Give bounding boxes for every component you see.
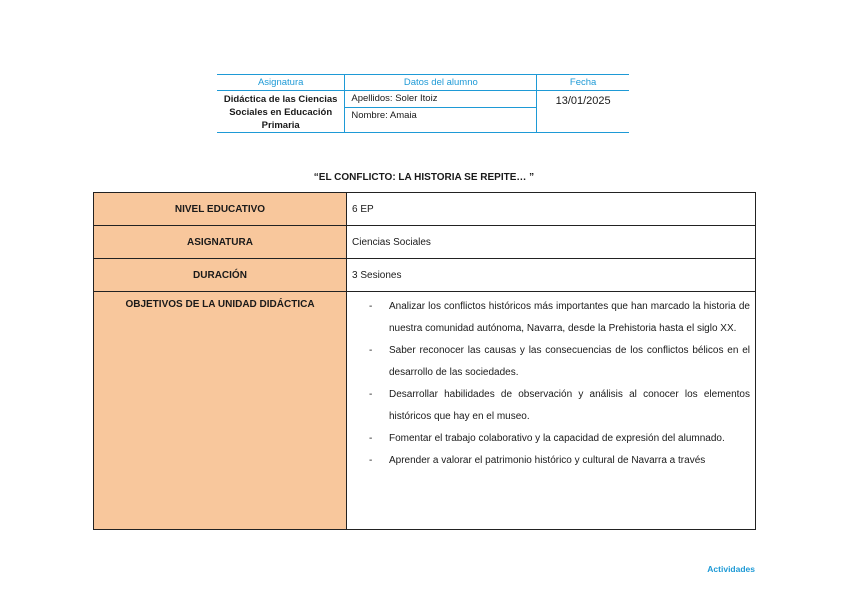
list-item: - Fomentar el trabajo colaborativo y la capacidad de expresión del alumnado. bbox=[367, 428, 750, 450]
student-data-cell bbox=[345, 91, 537, 133]
table-row bbox=[94, 193, 756, 226]
subject-header: Asignatura bbox=[217, 75, 345, 91]
row-value-level: 6 EP bbox=[347, 193, 756, 226]
list-item: - Analizar los conflictos históricos más importantes que han marcado la historia de nuestra comunidad autónoma, Navarra, desde la Prehistoria hasta el siglo XX. bbox=[367, 296, 750, 340]
row-label-level: NIVEL EDUCATIVO bbox=[94, 193, 347, 226]
table-row bbox=[94, 226, 756, 259]
list-item: - Saber reconocer las causas y las consecuencias de los conflictos bélicos en el desarrollo de las sociedades. bbox=[367, 340, 750, 384]
surname-field: Apellidos: Soler Itoiz bbox=[345, 91, 536, 108]
table-row bbox=[94, 292, 756, 530]
row-label-duration: DURACIÓN bbox=[94, 259, 347, 292]
list-item: - Aprender a valorar el patrimonio histórico y cultural de Navarra a través bbox=[367, 450, 750, 472]
name-field: Nombre: Amaia bbox=[351, 110, 417, 121]
date-value: 13/01/2025 bbox=[537, 91, 629, 133]
objectives-list bbox=[367, 296, 750, 472]
unit-table bbox=[93, 192, 756, 530]
row-value-subject: Ciencias Sociales bbox=[347, 226, 756, 259]
header-table bbox=[217, 74, 629, 133]
row-label-objectives: OBJETIVOS DE LA UNIDAD DIDÁCTICA bbox=[94, 292, 347, 530]
table-row bbox=[94, 259, 756, 292]
activities-footer-label: Actividades bbox=[707, 564, 755, 574]
row-label-subject: ASIGNATURA bbox=[94, 226, 347, 259]
row-value-duration: 3 Sesiones bbox=[347, 259, 756, 292]
list-item: - Desarrollar habilidades de observación y análisis al conocer los elementos históricos que hay en el museo. bbox=[367, 384, 750, 428]
objectives-cell bbox=[347, 292, 756, 530]
subject-value: Didáctica de las Ciencias Sociales en Educación Primaria bbox=[217, 91, 345, 133]
date-header: Fecha bbox=[537, 75, 629, 91]
student-data-header: Datos del alumno bbox=[345, 75, 537, 91]
document-title: “EL CONFLICTO: LA HISTORIA SE REPITE… ” bbox=[313, 172, 535, 183]
